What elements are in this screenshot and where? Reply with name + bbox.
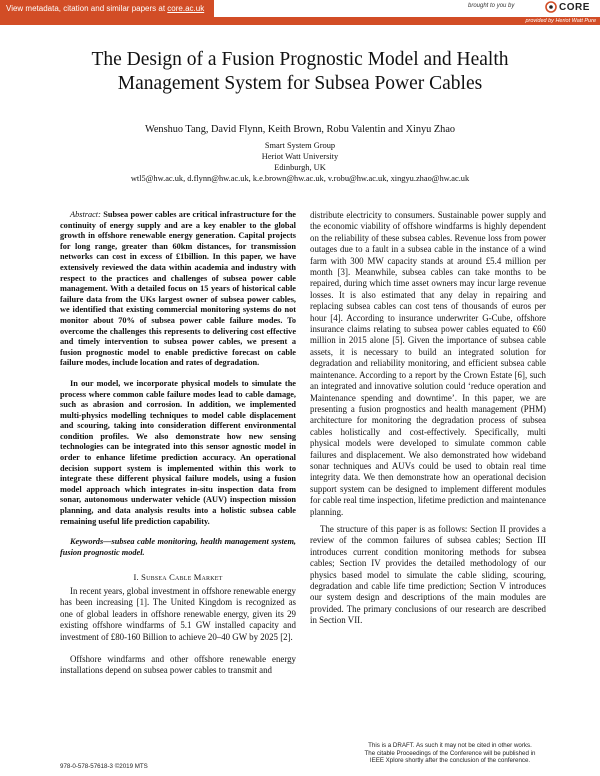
affiliation-emails: wtl5@hw.ac.uk, d.flynn@hw.ac.uk, k.e.brown@hw.ac.uk, v.robu@hw.ac.uk, xingyu.zhao@hw.ac.uk (130, 174, 470, 183)
draft-notice (320, 742, 580, 765)
keywords (60, 537, 296, 558)
draft-notice-line-3: IEEE Xplore shortly after the conclusion of the conference. (369, 757, 531, 765)
core-accent-strip (0, 17, 600, 25)
right-paragraph-1: distribute electricity to consumers. Sustainable power supply and the economic viability of offshore windfarms is highly dependent on the reliability of these subsea cables. Revenue loss from power outages due to a fault in a subsea cable in the instance of a wind farm with 300 MW capacity stands at around £5.4 million per month [3]. Meanwhile, subsea cables can take months to be repaired, during which time asset owners may incur large revenue losses. It is also estimated that any delay in repairing and replacing subsea cables can cost tens of thousands of euros per hour [4]. According to insurance underwriter G-Cube, offshore insurance claims relating to subsea power cables equated to €60 million in 2015 alone [5]. Given the importance of subsea cable assets, it is necessary to build an integrated solution for degradation and reliability monitoring, and efficient subsea cable maintenance. According to a report by the Crown Estate [6], such an integrated and innovative solution could ‘reduce operation and Maintenance spending and downtime’. In this paper, we are presenting a fusion prognostics and health management (PHM) architecture for monitoring the degradation process of subsea cables holistically and cost-effectively. Specifically, multi physical models were developed to simulate common cable failures and displacement. We also demonstrated how wideband sonar techniques and AUVs could be used to obtain real time integrity data. We then demonstrate how an operational decision support system can be designed to implement different modules for cable real time inspection, lifetime prediction and maintenance planning. (310, 210, 546, 517)
affiliation-university: Heriot Watt University (261, 152, 339, 161)
draft-notice-line-1: This is a DRAFT. As such it may not be cited in other works. (368, 742, 532, 749)
core-logo-icon (545, 1, 557, 13)
affiliation-city: Edinburgh, UK (274, 163, 326, 172)
keywords-label: Keywords— (70, 537, 112, 547)
right-paragraph-2: The structure of this paper is as follows: Section II provides a review of the common failures of subsea cables; Section III introduces current condition monitoring methods for subsea cables; Section IV provides the detailed methodology of our physics based model to simulate the cable sliding, scouring, degradation and cable life time prediction; Section V introduces our system design and descriptions of the main modules are provided. The primary conclusions of our research are described in Section VII. (310, 523, 546, 626)
keywords-text: subsea cable monitoring, health management system, fusion prognostic model. (60, 537, 296, 557)
abstract-label: Abstract: (70, 210, 101, 219)
core-metadata-link[interactable] (0, 0, 214, 17)
section-1-number: I. (133, 572, 139, 583)
paper-authors: Wenshuo Tang, David Flynn, Keith Brown, Robu Valentin and Xinyu Zhao (144, 124, 456, 135)
section-1-title: Subsea Cable Market (141, 572, 223, 583)
core-logo-text: CORE (559, 1, 590, 13)
core-ac-uk-link[interactable]: core.ac.uk (167, 4, 205, 13)
section-1-heading (60, 572, 296, 583)
section-1-paragraph-2: Offshore windfarms and other offshore renewable energy installations depend on subsea power cables to transmit and (60, 654, 296, 676)
draft-notice-line-2: The citable Proceedings of the Conference will be published in (364, 749, 536, 757)
abstract-paragraph-2: In our model, we incorporate physical models to simulate the process where common cable failure modes lead to cable damage, such as abrasion and corrosion. In addition, we implemented multi-physics modelling techniques to model cable displacement and scouring, taking into consideration different environmental condition profiles. We also demonstrate how new sensing technologies can be integrated into this sensor agnostic model in order to enhance lifetime prediction accuracy. An operational decision support system is implemented within this work to integrate these different physical failure models, using a fusion model approach which integrates in-situ inspection data from sonar, autonomous underwater vehicle (AUV) inspection mission planning, and data analysis results into a holistic subsea cable remaining useful life prediction capability. (60, 378, 296, 526)
core-banner (0, 0, 600, 26)
core-link-prefix: View metadata, citation and similar papers at (6, 4, 166, 13)
brought-to-you-by: brought to you by (468, 3, 515, 9)
isbn-copyright: 978-0-578-57618-3 ©2019 MTS (60, 763, 148, 770)
provided-by: provided by Heriot Watt Pure (525, 18, 596, 24)
affiliation-group: Smart System Group (264, 141, 336, 150)
abstract-text-1: Subsea power cables are critical infrastructure for the continuity of energy supply and are a key enabler to the global growth in offshore renewable energy generation. Capital projects for long range, greater than 60km distances, for transmission networks can cost in excess of £1billion. In this paper, we have extensively reviewed the data within academia and industry with respect to the practices and challenges of subsea power cable management. With a detailed focus on 15 years of historical cable failure data from the UKs largest owner of subsea power cables, we identified that existing commercial monitoring systems do not monitor about 70% of subsea power cable failure modes. To overcome the challenges this represents to delivering cost effective and timely intervention to subsea power cables, we present a fusion prognostic model to enable predictive forecast on cable failure modes, include location and rates of degradation. (60, 210, 296, 368)
left-column (60, 210, 296, 677)
section-1-paragraph-1: In recent years, global investment in offshore renewable energy has been increasing [1]. The United Kingdom is recognized as one of global leaders in offshore renewable energy, given its 29 existing offshore windfarms of 5.1 GW installed capacity and investment of £80-160 Billion to achieve 20–40 GW by 2025 [2]. (60, 586, 296, 642)
paper-title: The Design of a Fusion Prognostic Model and Health Management System for Subsea Power Cables (91, 49, 509, 94)
abstract-paragraph-1 (60, 210, 296, 369)
core-logo[interactable] (545, 0, 590, 14)
right-column (310, 210, 546, 627)
